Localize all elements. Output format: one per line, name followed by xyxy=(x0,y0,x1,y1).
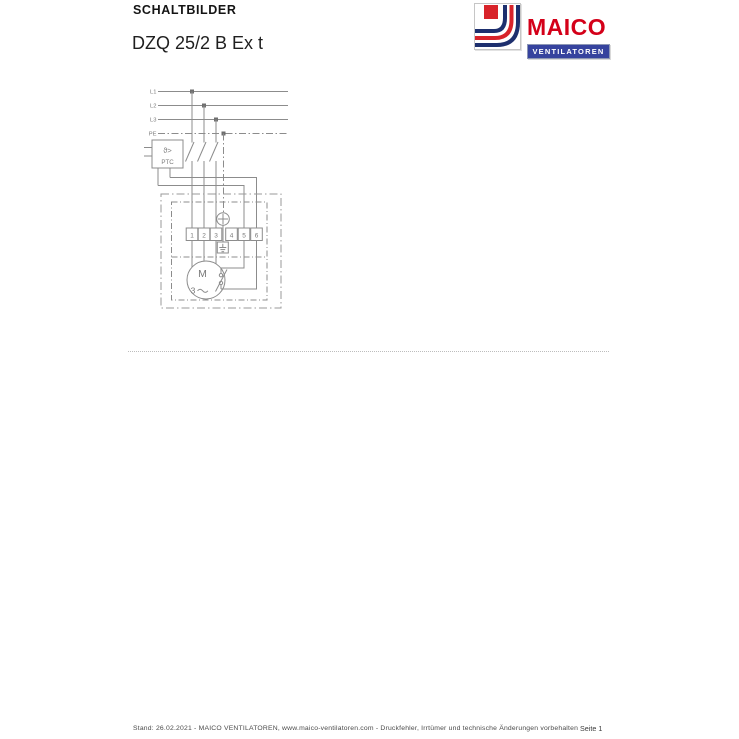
terminal-label-4: 4 xyxy=(229,232,234,240)
ptc-trip-symbol: ϑ> xyxy=(163,146,172,155)
motor-phase-count: 3 xyxy=(190,285,196,296)
dotted-separator xyxy=(128,351,609,352)
terminal-label-2: 2 xyxy=(202,232,206,240)
bus-label-l1: L1 xyxy=(150,89,157,96)
terminal-label-5: 5 xyxy=(242,232,246,240)
breaker-contact-2 xyxy=(198,142,207,162)
footer-info: Stand: 26.02.2021 - MAICO VENTILATOREN, www.maico-ventilatoren.com - Druckfehler, Irrtümer und technische Änderungen vorbehalten xyxy=(133,725,579,732)
terminal-label-6: 6 xyxy=(254,232,259,240)
motor-letter: M xyxy=(198,268,207,280)
brand-tagline: VENTILATOREN xyxy=(532,47,605,56)
ptc-label: PTC xyxy=(161,159,174,166)
wire-ptc-to-t5 xyxy=(158,186,244,229)
breaker-contact-3 xyxy=(210,142,219,162)
section-title: SCHALTBILDER xyxy=(133,3,237,17)
schematic-lines xyxy=(144,90,288,309)
bus-label-pe: PE xyxy=(148,131,157,138)
bus-label-l2: L2 xyxy=(150,103,157,110)
bus-label-l3: L3 xyxy=(150,117,157,124)
page-number: Seite 1 xyxy=(580,724,603,733)
terminal-label-1: 1 xyxy=(190,232,194,240)
product-title: DZQ 25/2 B Ex t xyxy=(132,33,264,53)
breaker-contact-1 xyxy=(186,142,195,162)
thermistor-loop-top xyxy=(219,274,222,277)
junction-dots xyxy=(190,90,226,136)
terminal-strip xyxy=(186,228,262,241)
terminal-label-3: 3 xyxy=(214,232,218,240)
brand-text: MAICO xyxy=(527,14,607,40)
